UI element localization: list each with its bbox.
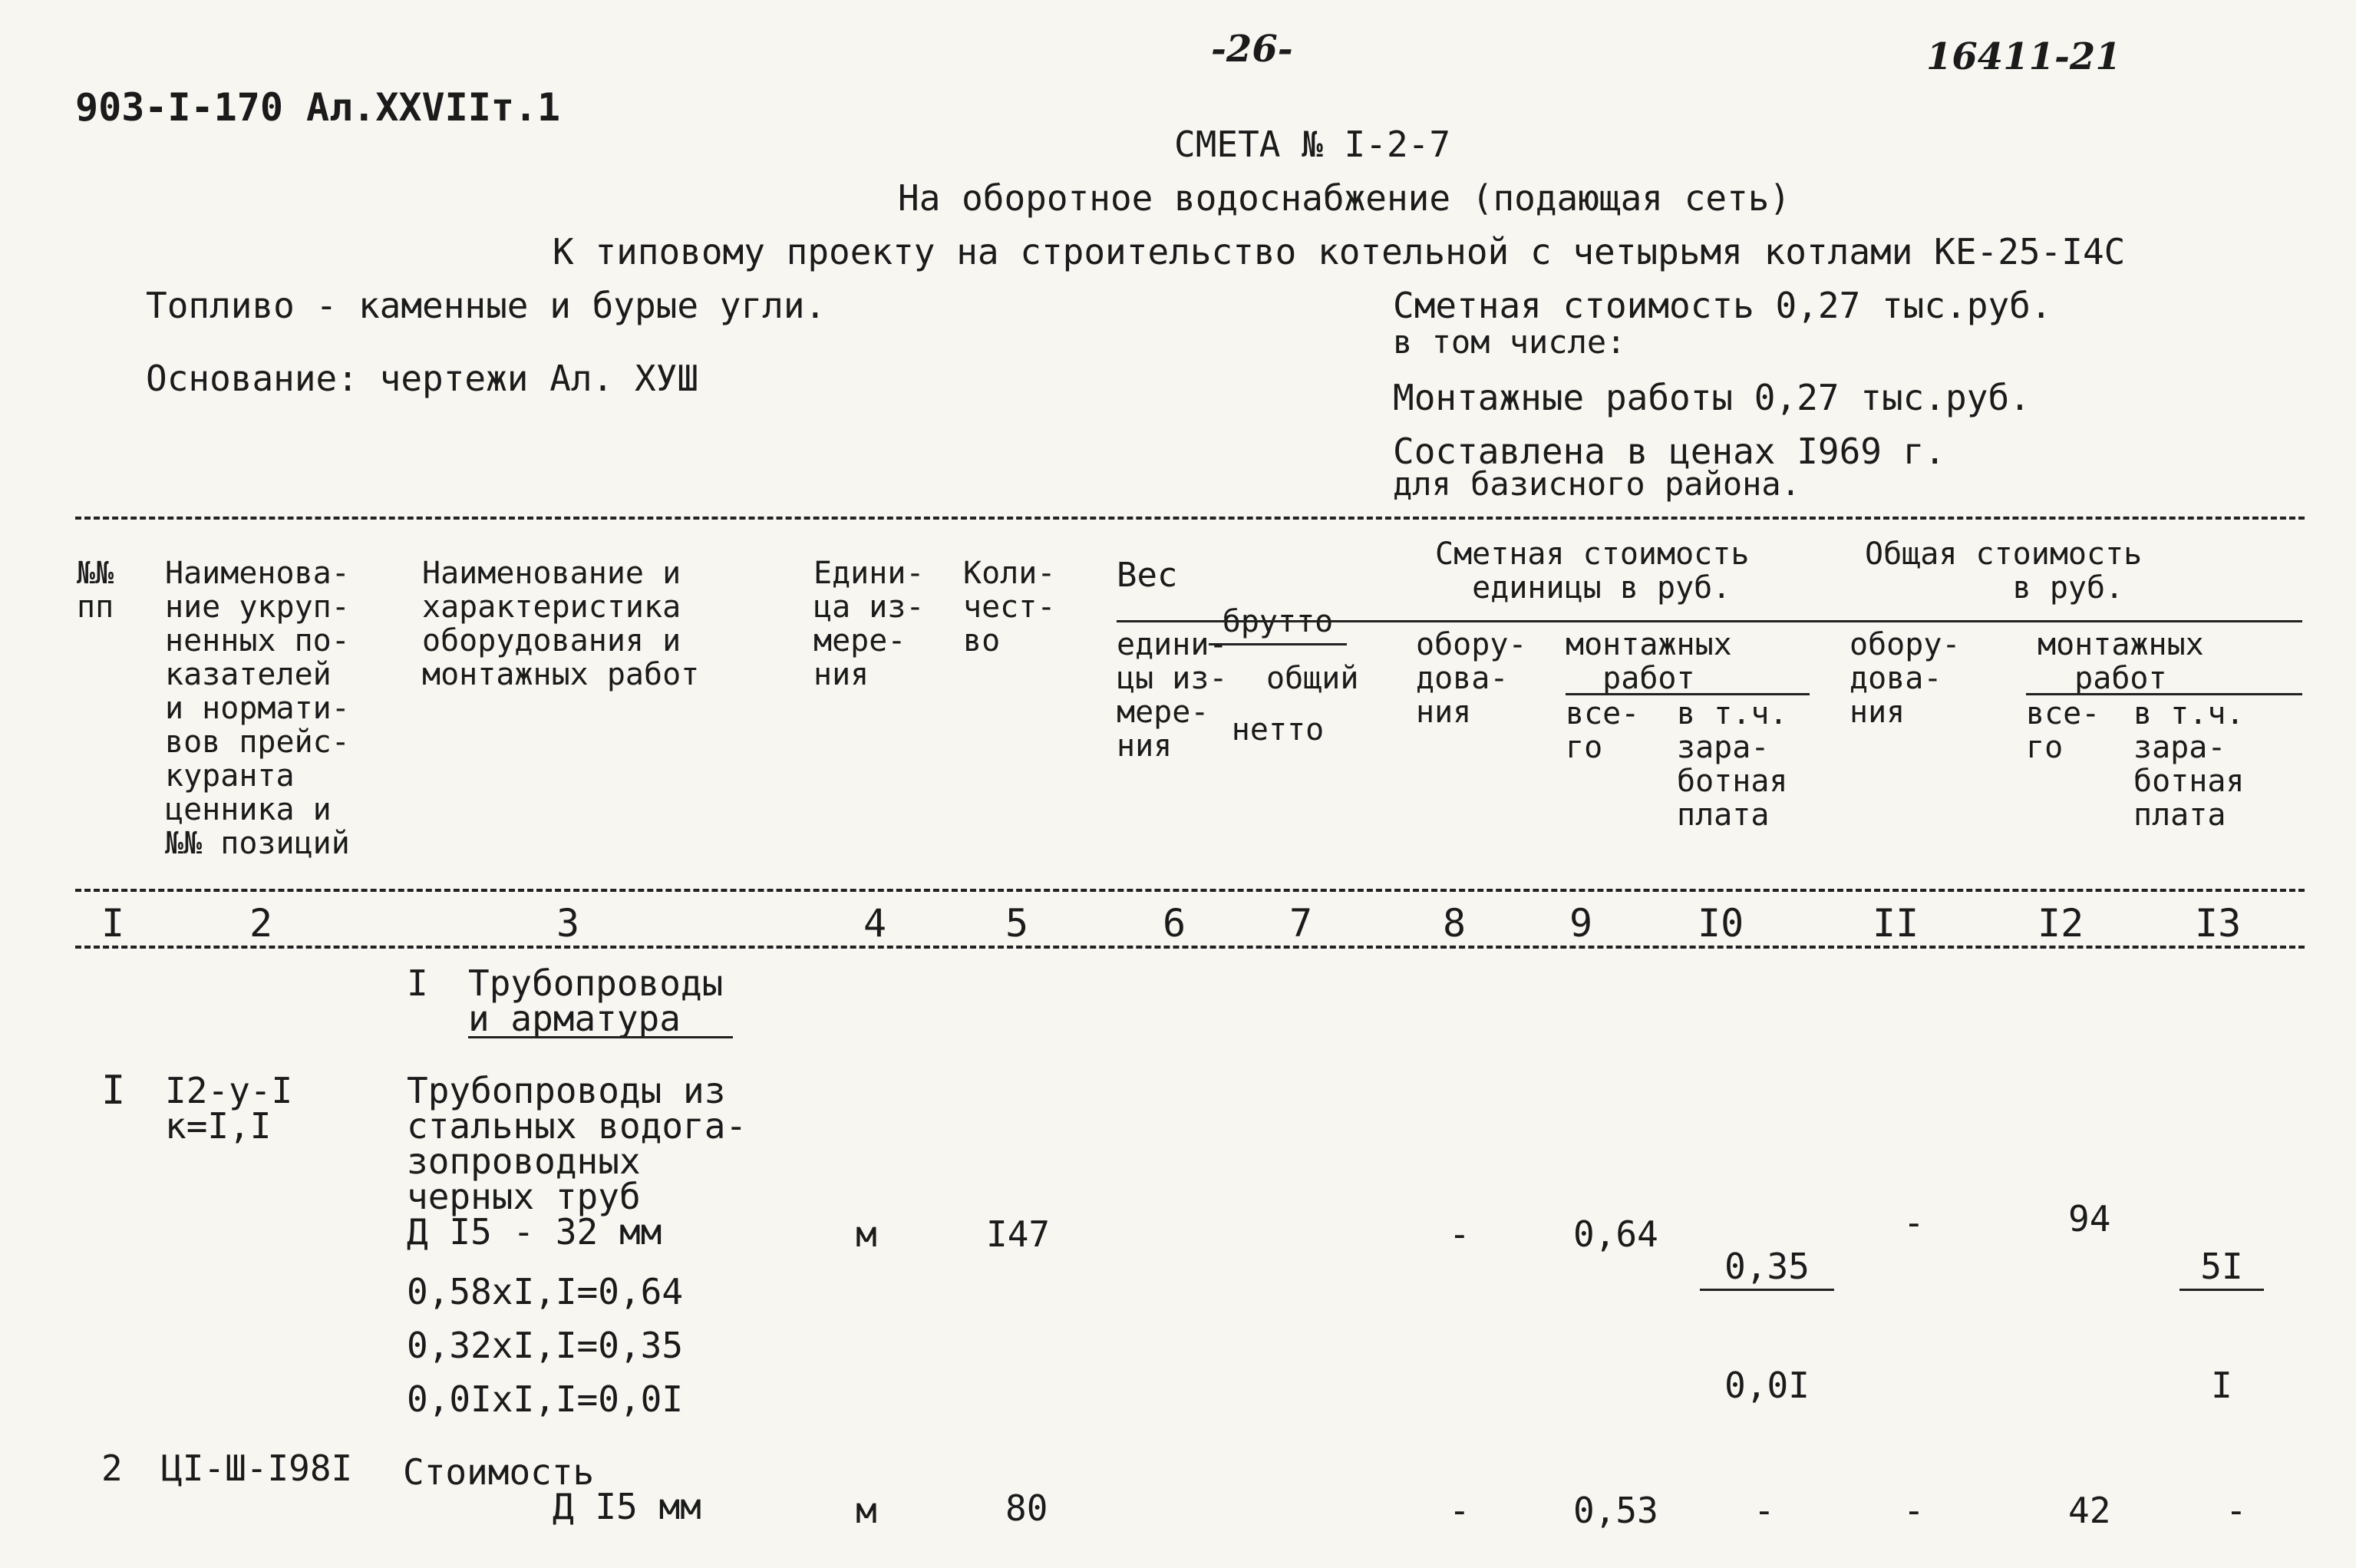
col-number-13: I3 — [2195, 901, 2242, 946]
doc-code: 903-I-170 Ал.XXVIIт.1 — [75, 85, 561, 130]
section-subtitle: и арматура — [468, 998, 681, 1039]
stamp-number: 16411-21 — [1926, 35, 2121, 78]
col-header-11: обору- дова- ния — [1849, 627, 1961, 730]
cost-line: Сметная стоимость 0,27 тыс.руб. — [1393, 285, 2052, 326]
row1-calc-2: 0,32хI,I=0,35 — [407, 1325, 684, 1366]
header-bottom-rule — [75, 889, 2305, 892]
row2-description: Стоимость — [403, 1451, 595, 1493]
col-number-11: II — [1873, 901, 1919, 946]
row1-total-equipment: - — [1903, 1202, 1925, 1243]
col-number-2: 2 — [249, 901, 273, 946]
row1-wage-fraction — [1700, 1178, 1834, 1438]
row2-total-equipment: - — [1903, 1490, 1925, 1531]
weight-label: Вес — [1117, 556, 1178, 595]
row1-total-mont: 94 — [2068, 1198, 2111, 1240]
col-header-2: Наименова- ние укруп- ненных по- казателей и нормати- вов прейс- куранта ценника и №№ позиций — [165, 556, 350, 861]
row2-quantity: 80 — [1005, 1487, 1048, 1529]
header-group-rule — [1117, 620, 2302, 622]
estimate-title: СМЕТА № I-2-7 — [1174, 124, 1451, 165]
row1-number: I — [101, 1068, 126, 1114]
row2-code: ЦI-Ш-I98I — [161, 1448, 353, 1489]
weight-fraction — [1209, 537, 1347, 781]
col-number-5: 5 — [1005, 901, 1029, 946]
col-number-3: 3 — [556, 901, 580, 946]
unit-cost-header: Сметная стоимость единицы в руб. — [1435, 536, 1750, 606]
col-number-8: 8 — [1443, 901, 1467, 946]
col-number-7: 7 — [1289, 901, 1313, 946]
mont-rule-a — [1566, 693, 1810, 695]
row2-mont-total: 0,53 — [1573, 1490, 1658, 1531]
section-title: Трубопроводы — [468, 962, 724, 1004]
row1-equipment: - — [1449, 1213, 1470, 1255]
mont-header-b: монтажных работ — [2038, 627, 2204, 696]
col-header-4: Едини- ца из- мере- ния — [813, 556, 925, 692]
row2-diameter: Д I5 мм — [553, 1486, 701, 1527]
row1-total-wage-den: I — [2211, 1365, 2232, 1406]
col-header-5: Коли- чест- во — [963, 556, 1056, 659]
row1-quantity: I47 — [986, 1213, 1051, 1255]
row1-wage-num: 0,35 — [1700, 1249, 1834, 1291]
project-line: К типовому проекту на строительство котельной с четырьмя котлами КЕ-25-I4С — [553, 231, 2126, 272]
region-line: для базисного района. — [1393, 465, 1801, 503]
col-header-12: все- го — [2026, 696, 2100, 765]
weight-net: нетто — [1231, 712, 1325, 748]
row1-unit: м — [856, 1213, 877, 1255]
row1-total-wage-num: 5I — [2179, 1249, 2264, 1291]
row2-unit: м — [856, 1490, 877, 1531]
section-underline — [468, 1036, 733, 1038]
row2-total-wage: - — [2226, 1490, 2247, 1531]
row2-total-mont: 42 — [2068, 1490, 2111, 1531]
row2-equipment: - — [1449, 1490, 1470, 1531]
col-number-6: 6 — [1163, 901, 1186, 946]
col-header-13: в т.ч. зара- ботная плата — [2133, 696, 2245, 833]
col-header-6: едини- цы из- мере- ния — [1117, 627, 1228, 764]
weight-gross: брутто — [1209, 605, 1347, 645]
col-header-10: в т.ч. зара- ботная плата — [1677, 696, 1788, 833]
section-number: I — [407, 962, 428, 1004]
prices-line: Составлена в ценах I969 г. — [1393, 431, 1946, 472]
row1-calc-3: 0,0IхI,I=0,0I — [407, 1378, 684, 1420]
row1-description: Трубопроводы из стальных водога- зопроводных черных труб Д I5 - 32 мм — [407, 1070, 747, 1253]
col-header-3: Наименование и характеристика оборудования и монтажных работ — [422, 556, 700, 692]
row2-wage: - — [1754, 1490, 1775, 1531]
col-header-8: обору- дова- ния — [1416, 627, 1527, 730]
col-number-12: I2 — [2038, 901, 2084, 946]
mont-rule-b — [2026, 693, 2302, 695]
col-number-10: I0 — [1698, 901, 1744, 946]
fuel-line: Топливо - каменные и бурые угли. — [146, 285, 827, 326]
col-number-4: 4 — [863, 901, 887, 946]
col-number-1: I — [101, 901, 125, 946]
page-number: -26- — [1211, 28, 1293, 71]
row1-calc-1: 0,58хI,I=0,64 — [407, 1271, 684, 1312]
row1-mont-total: 0,64 — [1573, 1213, 1658, 1255]
install-line: Монтажные работы 0,27 тыс.руб. — [1393, 377, 2031, 418]
basis-line: Основание: чертежи Ал. ХУШ — [146, 358, 699, 399]
col-header-7: общий — [1266, 661, 1359, 696]
column-number-rule — [75, 946, 2305, 949]
row2-number: 2 — [101, 1448, 123, 1489]
including-line: в том числе: — [1393, 323, 1626, 361]
total-cost-header: Общая стоимость в руб. — [1865, 536, 2143, 606]
header-top-rule — [75, 517, 2305, 520]
row1-wage-den: 0,0I — [1724, 1365, 1810, 1406]
col-number-9: 9 — [1569, 901, 1593, 946]
row1-total-wage-fraction — [2179, 1178, 2264, 1438]
col-header-9: все- го — [1566, 696, 1640, 765]
estimate-subtitle: На оборотное водоснабжение (подающая сеть) — [898, 177, 1791, 219]
mont-header-a: монтажных работ — [1566, 627, 1732, 696]
col-header-1: №№ пп — [77, 556, 114, 625]
row1-code: I2-у-I к=I,I — [165, 1070, 293, 1147]
